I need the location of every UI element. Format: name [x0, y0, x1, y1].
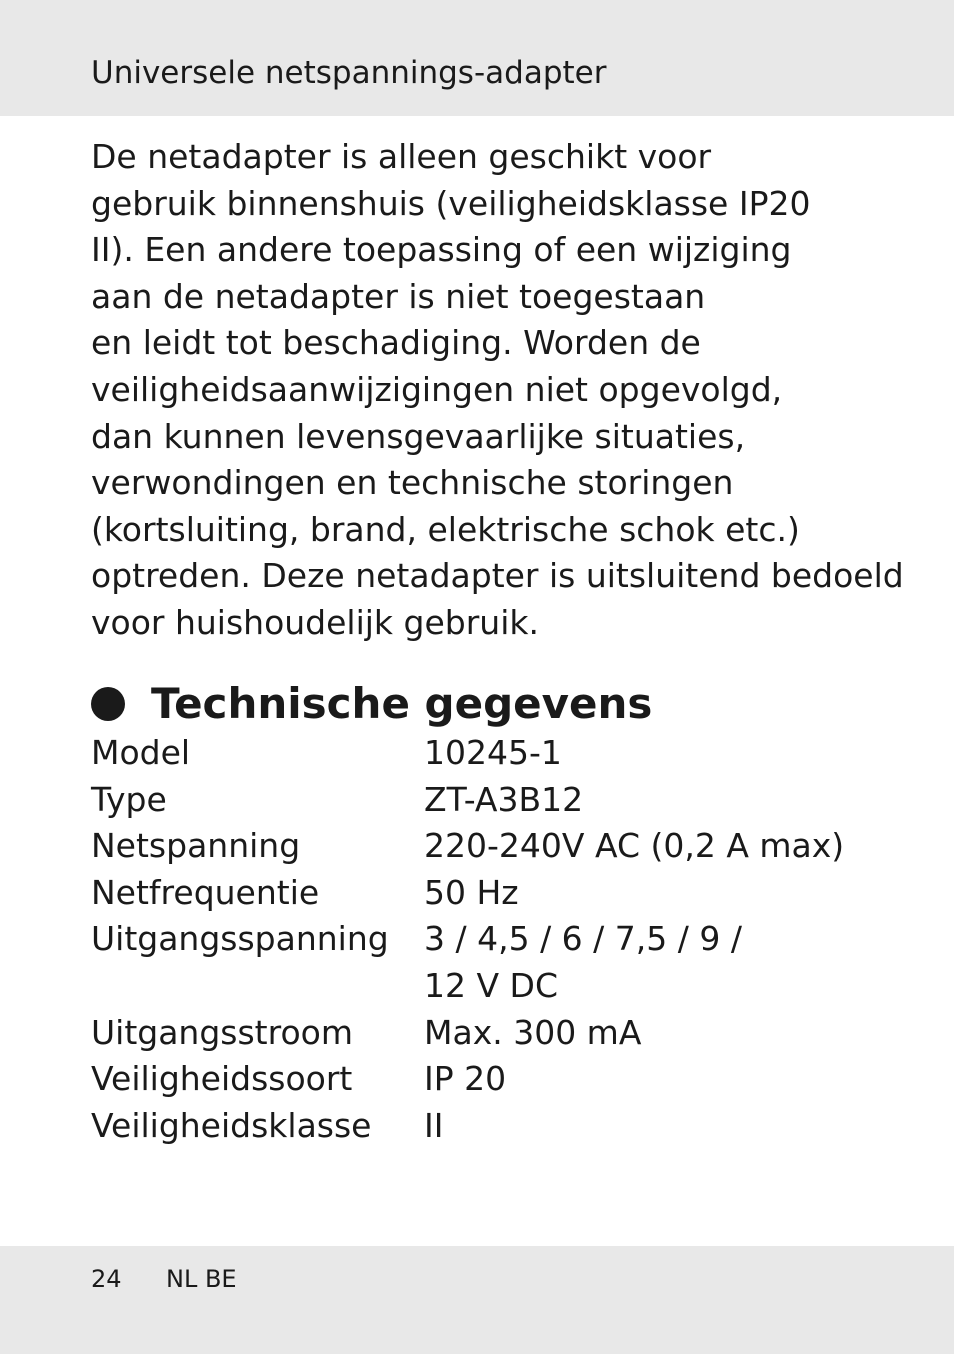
spec-label: Uitgangsstroom	[91, 1012, 353, 1052]
spec-label: Type	[91, 779, 167, 819]
intro-line: verwondingen en technische storingen	[91, 463, 734, 503]
spec-label: Veiligheidssoort	[91, 1059, 353, 1099]
intro-line: en leidt tot beschadiging. Worden de	[91, 323, 701, 363]
spec-row-uitgangsstroom	[91, 1010, 891, 1057]
intro-line: voor huishoudelijk gebruik.	[91, 602, 539, 642]
spec-label: Netspanning	[91, 826, 301, 866]
spec-value	[424, 730, 891, 777]
spec-label: Uitgangsspanning	[91, 919, 389, 959]
spec-value	[424, 1056, 891, 1103]
spec-row-type	[91, 777, 891, 824]
spec-value-line: 12 V DC	[424, 965, 558, 1005]
spec-label: Model	[91, 733, 191, 772]
spec-row-netfrequentie	[91, 870, 891, 917]
spec-value-line: II	[424, 1105, 444, 1145]
spec-value-line: 50 Hz	[424, 872, 519, 912]
intro-line: optreden. Deze netadapter is uitsluitend bedoeld	[91, 556, 904, 596]
spec-value	[424, 823, 891, 870]
intro-line: gebruik binnenshuis (veiligheidsklasse IP20	[91, 183, 811, 223]
spec-table	[91, 730, 891, 1149]
spec-value-line: 220-240V AC (0,2 A max)	[424, 826, 845, 866]
spec-row-veiligheidsklasse	[91, 1103, 891, 1150]
spec-row-model	[91, 730, 891, 777]
spec-row-veiligheidssoort	[91, 1056, 891, 1103]
intro-line: aan de netadapter is niet toegestaan	[91, 276, 706, 316]
spec-value-line: 10245-1	[424, 733, 562, 772]
spec-value-line: ZT-A3B12	[424, 779, 584, 819]
spec-row-uitgangsspanning	[91, 916, 891, 1009]
intro-line: II). Een andere toepassing of een wijziging	[91, 230, 792, 270]
spec-value-line: IP 20	[424, 1059, 507, 1099]
section-heading	[91, 676, 652, 732]
section-title: Technische gegevens	[151, 679, 653, 728]
spec-value	[424, 870, 891, 917]
intro-line: De netadapter is alleen geschikt voor	[91, 137, 712, 176]
spec-value	[424, 1010, 891, 1057]
page-number: 24	[91, 1265, 122, 1293]
spec-label: Netfrequentie	[91, 872, 320, 912]
page-header-title: Universele netspannings-adapter	[91, 55, 607, 91]
intro-paragraph	[91, 134, 904, 647]
locale-code: NL BE	[166, 1265, 237, 1293]
spec-value	[424, 1103, 891, 1150]
spec-value-line: Max. 300 mA	[424, 1012, 642, 1052]
spec-value	[424, 916, 891, 1009]
bullet-icon	[91, 687, 125, 721]
footer-band	[0, 1246, 954, 1354]
intro-line: (kortsluiting, brand, elektrische schok etc.)	[91, 509, 800, 549]
intro-line: veiligheidsaanwijzigingen niet opgevolgd,	[91, 369, 783, 409]
spec-label: Veiligheidsklasse	[91, 1105, 372, 1145]
intro-line: dan kunnen levensgevaarlijke situaties,	[91, 416, 746, 456]
spec-row-netspanning	[91, 823, 891, 870]
spec-value-line: 3 / 4,5 / 6 / 7,5 / 9 /	[424, 919, 742, 959]
spec-value	[424, 777, 891, 824]
